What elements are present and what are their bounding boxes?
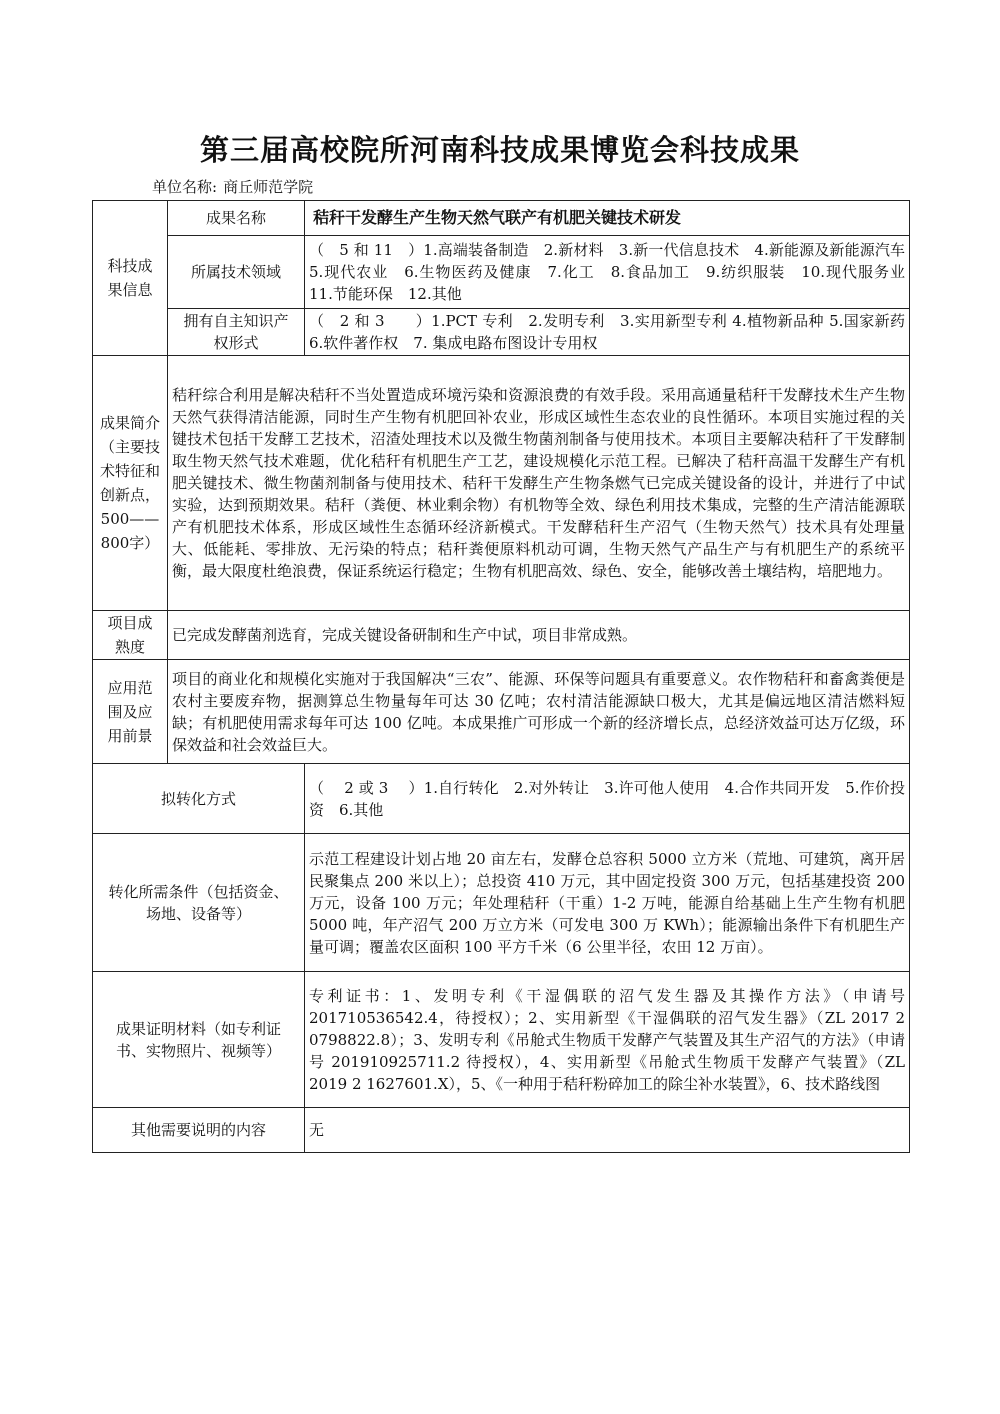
transform-label: 拟转化方式 <box>93 764 305 834</box>
name-value: 秸秆干发酵生产生物天然气联产有机肥关键技术研发 <box>305 201 910 236</box>
unit-label: 单位名称: <box>152 178 218 196</box>
row-name <box>93 201 910 236</box>
ip-label: 拥有自主知识产权形式 <box>168 309 305 356</box>
row-other <box>93 1108 910 1153</box>
conditions-text: 示范工程建设计划占地 20 亩左右，发酵仓总容积 5000 立方米（荒地、可建筑，离开居民聚集点 200 米以上）；总投资 410 万元，其中固定投资 300 万元，包括基建投资 200 万元，设备 100 万元；年处理秸秆（干重）1-2 万吨，能源自给基础上生产生物有机肥 5000 吨，年产沼气 200 万立方米（可发电 300 万 KWh）；能源输出条件下有机肥生产量可调；覆盖农区面积 100 平方千米（6 公里半径，农田 12 万亩）。 <box>305 834 910 972</box>
application-text: 项目的商业化和规模化实施对于我国解决“三农”、能源、环保等问题具有重要意义。农作物秸秆和畜禽粪便是农村主要废弃物，据测算总生物量每年可达 30 亿吨；农村清洁能源缺口极大，尤其是偏远地区清洁燃料短缺；有机肥使用需求每年可达 100 亿吨。本成果推广可形成一个新的经济增长点，总经济效益可达万亿级，环保效益和社会效益巨大。 <box>168 660 910 764</box>
conditions-label: 转化所需条件（包括资金、场地、设备等） <box>93 834 305 972</box>
summary-label: 成果简介（主要技术特征和创新点，500——800字） <box>93 356 168 611</box>
unit-value: 商丘师范学院 <box>223 178 314 196</box>
page-title: 第三届高校院所河南科技成果博览会科技成果 <box>199 133 800 167</box>
row-transform <box>93 764 910 834</box>
field-value: （ 5 和 11 ）1.高端装备制造 2.新材料 3.新一代信息技术 4.新能源及新能源汽车 5.现代农业 6.生物医药及健康 7.化工 8.食品加工 9.纺织服装 10.现代服务业 11.节能环保 12.其他 <box>305 236 910 309</box>
evidence-label: 成果证明材料（如专利证书、实物照片、视频等） <box>93 972 305 1108</box>
info-group-label: 科技成果信息 <box>93 201 168 356</box>
application-label: 应用范围及应用前景 <box>93 660 168 764</box>
ip-value: （ 2 和 3 ）1.PCT 专利 2.发明专利 3.实用新型专利 4.植物新品种 5.国家新药 6.软件著作权 7. 集成电路布图设计专用权 <box>305 309 910 356</box>
other-label: 其他需要说明的内容 <box>93 1108 305 1153</box>
maturity-text: 已完成发酵菌剂选育，完成关键设备研制和生产中试，项目非常成熟。 <box>168 611 910 660</box>
other-text: 无 <box>305 1108 910 1153</box>
transform-text: （ 2 或 3 ）1.自行转化 2.对外转让 3.许可他人使用 4.合作共同开发 5.作价投资 6.其他 <box>305 764 910 834</box>
row-ip <box>93 309 910 356</box>
row-field <box>93 236 910 309</box>
row-maturity <box>93 611 910 660</box>
achievement-table <box>92 200 921 1153</box>
row-summary <box>93 356 910 611</box>
maturity-label: 项目成熟度 <box>93 611 168 660</box>
evidence-text: 专利证书：1、发明专利《干湿偶联的沼气发生器及其操作方法》（申请号 201710536542.4，待授权）；2、实用新型《干湿偶联的沼气发生器》（ZL 2017 2 0798822.8）；3、发明专利《吊舱式生物质干发酵产气装置及其生产沼气的方法》（申请号 201910925711.2 待授权），4、实用新型《吊舱式生物质干发酵产气装置》（ZL 2019 2 1627601.X），5、《一种用于秸秆粉碎加工的除尘补水装置》，6、技术路线图 <box>305 972 910 1108</box>
name-label: 成果名称 <box>168 201 305 236</box>
row-conditions <box>93 834 910 972</box>
field-label: 所属技术领域 <box>168 236 305 309</box>
unit-line <box>152 176 313 197</box>
row-application <box>93 660 910 764</box>
row-evidence <box>93 972 910 1108</box>
summary-text: 秸秆综合利用是解决秸秆不当处置造成环境污染和资源浪费的有效手段。采用高通量秸秆干发酵技术生产生物天然气获得清洁能源，同时生产生物有机肥回补农业，形成区域性生态农业的良性循环。本项目实施过程的关键技术包括干发酵工艺技术，沼渣处理技术以及微生物菌剂制备与使用技术。本项目主要解决秸秆了干发酵制取生物天然气技术难题，优化秸秆有机肥生产工艺，建设规模化示范工程。已解决了秸秆高温干发酵生产有机肥关键技术、微生物菌剂制备与使用技术、秸秆干发酵生产生物条燃气已完成关键设备的设计，并进行了中试实验，达到预期效果。秸秆（粪便、林业剩余物）有机物等全效、绿色利用技术集成，完整的生产清洁能源联产有机肥技术体系，形成区域性生态循环经济新模式。干发酵秸秆生产沼气（生物天然气）技术具有处理量大、低能耗、零排放、无污染的特点；秸秆粪便原料机动可调，生物天然气产品生产与有机肥生产的系统平衡，最大限度杜绝浪费，保证系统运行稳定；生物有机肥高效、绿色、安全，能够改善土壤结构，培肥地力。 <box>168 356 910 611</box>
